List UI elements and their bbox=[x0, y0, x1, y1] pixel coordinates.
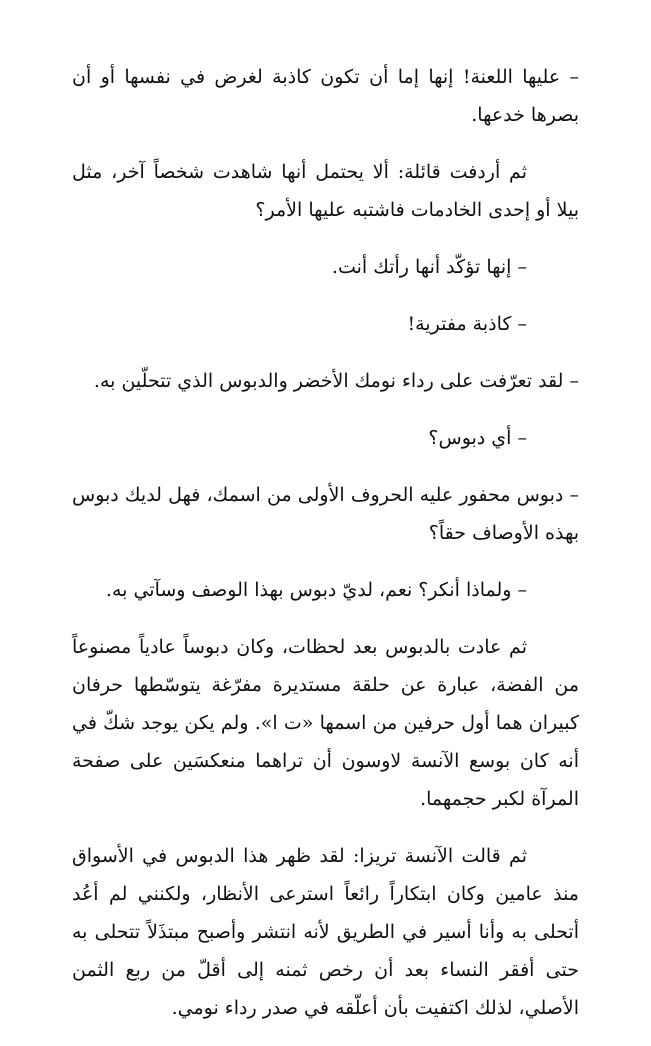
paragraph-why-deny: – ولماذا أنكر؟ نعم، لديّ دبوس بهذا الوصف وسآتي به. bbox=[105, 579, 527, 601]
paragraph-another-person: ثم أردفت قائلة: ألا يحتمل أنها شاهدت شخصاً آخر، مثل بيلا أو إحدى الخادمات فاشتبه عليها الأمر؟ bbox=[72, 161, 579, 221]
paragraph-liar: – كاذبة مفترية! bbox=[407, 313, 527, 335]
paragraph-curse: – عليها اللعنة! إنها إما أن تكون كاذبة لغرض في نفسها أو أن بصرها خدعها. bbox=[72, 66, 579, 126]
paragraph-silver-brooch: ثم عادت بالدبوس بعد لحظات، وكان دبوساً عادياً مصنوعاً من الفضة، عبارة عن حلقة مستديرة مفرّغة يتوسّطها حرفان كبيران هما أول حرفين من اسمها «ت ا». ولم يكن يوجد شكّ في أنه كان بوسع الآنسة لاوسون أن تراهما منعكسَين على صفحة المرآة لكبر حجمهما. bbox=[72, 636, 579, 810]
paragraph-she-saw-you: – إنها تؤكّد أنها رأتك أنت. bbox=[331, 256, 527, 278]
paragraph-engraved-brooch: – دبوس محفور عليه الحروف الأولى من اسمك، فهل لديك دبوس بهذه الأوصاف حقاً؟ bbox=[72, 484, 579, 544]
paragraph-which-brooch: – أي دبوس؟ bbox=[428, 427, 527, 449]
paragraph-green-robe: – لقد تعرّفت على رداء نومك الأخضر والدبوس الذي تتحلّين به. bbox=[93, 370, 579, 392]
book-page bbox=[72, 58, 579, 1046]
paragraph-teresa-explains: ثم قالت الآنسة تريزا: لقد ظهر هذا الدبوس في الأسواق منذ عامين وكان ابتكاراً رائعاً استرعى الأنظار، ولكنني لم أعُد أتحلى به وأنا أسير في الطريق لأنه انتشر وأصبح مبتذَلاً تتحلى به حتى أفقر النساء بعد أن رخص ثمنه إلى أقلّ من ربع الثمن الأصلي، لذلك اكتفيت بأن أعلّقه في صدر رداء نومي. bbox=[72, 845, 579, 1019]
